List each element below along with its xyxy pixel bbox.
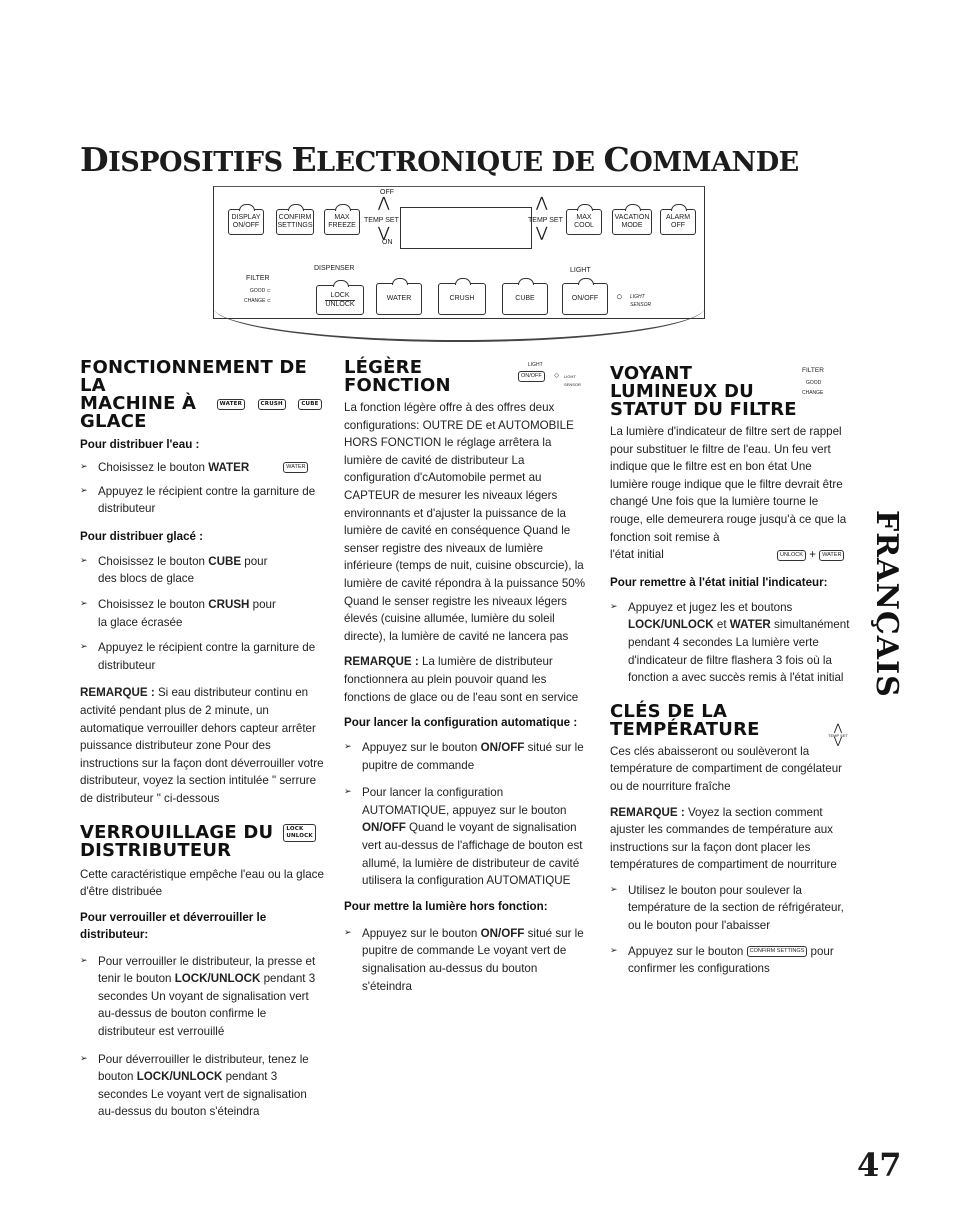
light-label: LIGHT — [570, 267, 591, 274]
on-label: ON — [382, 239, 393, 246]
note-paragraph: REMARQUE : Voyez la section comment ajuster les commandes de température aux instructions sur la façon dont placer les températures de compartiment de nourriture — [610, 805, 837, 872]
change-label: CHANGE ⊂ — [244, 298, 271, 304]
off-label: OFF — [380, 189, 394, 196]
side-language-label: FRANÇAIS — [869, 510, 904, 698]
subheading: Pour distribuer l'eau : — [80, 438, 200, 451]
page-title: DISPOSITIFS ELECTRONIQUE DE COMMANDE — [80, 140, 799, 179]
chevron-up-icon: ⋀ — [378, 195, 390, 211]
confirm-settings-button: CONFIRM SETTINGS — [276, 209, 314, 235]
subheading: Pour lancer la configuration automatique : — [344, 716, 578, 730]
water-icon: WATER — [283, 462, 308, 473]
list-item: ➢ Choisissez le bouton WATER WATER — [80, 459, 325, 477]
lock-unlock-button: LOCK UNLOCK — [316, 285, 364, 315]
dispenser-label: DISPENSER — [314, 265, 355, 272]
light-sensor-icon: ○ — [616, 291, 623, 303]
light-onoff-button: ON/OFF — [562, 283, 608, 315]
section-heading: LÉGÈRE FONCTION — [344, 357, 451, 396]
section-heading: VOYANT LUMINEUX DU STATUT DU FILTRE — [610, 363, 797, 420]
max-freeze-button: MAX FREEZE — [324, 209, 360, 235]
paragraph: La lumière d'indicateur de filtre sert de rappel pour substituer le filtre de l'eau. Un feu vert indique que le filtre est en bon état Une lumière rouge indique que le filtre devrait être changé Une fois que la lumière tourne le rouge, elle demeurera rouge jusqu'à ce que la fonction soit remise à — [610, 425, 847, 544]
paragraph: Ces clés abaisseront ou soulèveront la température de compartiment de congélateur ou de nourriture fraîche — [610, 744, 843, 793]
cube-icon: CUBE — [298, 399, 321, 410]
light-sensor-label: LIGHT SENSOR — [630, 294, 652, 308]
section-heading: FONCTIONNEMENT DE LA MACHINE À WATER CRUSH CUBE GLACE — [80, 359, 325, 431]
list-item: ➢ Appuyez le récipient contre la garniture de distributeur — [80, 483, 325, 518]
paragraph: La fonction légère offre à des offres deux configurations: OUTRE DE et AUTOMOBILE HORS FONCTION le réglage arrêtera la lumière de cavité de distributeur La configuration d'cAutomobile permet au CAPTEUR de mesurer les niveaux légers environnants et d'ajuster la puissance de la lumière de cavité en conséquence Quand le senser registre des niveaux de lumière inférieure (temps de nuit, cuisine obscurcie), la lumière de cavité répondra à la puissance 50% Quand le senser registre les niveaux légers élevés (cuisine allumée, lumière du soleil directe), la lumière de cavité ne lancera pas — [344, 401, 586, 643]
max-cool-button: MAX COOL — [566, 209, 602, 235]
temp-set-right-label: TEMP SET — [528, 217, 563, 224]
list-item: ➢ Choisissez le bouton CRUSH pour la glace écrasée — [80, 596, 278, 631]
chevron-down-icon: ⋁ — [378, 225, 390, 241]
temperature-display — [400, 207, 532, 249]
vacation-mode-button: VACATION MODE — [612, 209, 652, 235]
list-item: ➢ Utilisez le bouton pour soulever la température de la section de réfrigérateur, ou le bouton pour l'abaisser — [610, 882, 850, 935]
cube-button: CUBE — [502, 283, 548, 315]
paragraph: l'état initial UNLOCK + WATER — [610, 546, 850, 564]
note-paragraph: REMARQUE : Si eau distributeur continu en activité pendant plus de 2 minute, un automatique verrouiller dehors capteur arrêter puissance distributeur zone Pour des instructions sur la façon dont déverrouiller votre distributeur, voyez la section intitulée " serrure de distributeur " ci-dessous — [80, 686, 324, 805]
list-item: ➢ Appuyez et jugez les et boutons LOCK/UNLOCK et WATER simultanément pendant 4 secondes La lumière verte d'indicateur de filtre flashera 3 fois où la fonction a avec succès remis à l'état initial — [610, 599, 850, 687]
filter-label: FILTER — [246, 275, 270, 282]
chevron-down-icon: ⋁ — [536, 225, 548, 241]
temp-set-icon: ⋀ TEMP SET ⋁ — [828, 723, 848, 747]
filter-status-section: VOYANT LUMINEUX DU STATUT DU FILTRE FILTER GOOD CHANGE La lumière d'indicateur de filtre sert de rappel pour substituer le filtre de l'eau. Un feu vert indique que le filtre est en bon état Une lumière rouge indique que le filtre devrait être changé Une fois que la lumière tourne le rouge, elle demeurera rouge jusqu'à ce que la fonction soit remise à l'état initial UNLOCK + WATER Pour remettre à l'état initial l'indicateur: ➢ Appuyez et jugez les et boutons LOCK/UNLOCK et WATER simultanément pendant 4 secondes La lumière verte d'indicateur de filtre flashera 3 fois où la fonction a avec succès remis à l'état initial CLÉS DE LA TEMPÉRATURE ⋀ TEMP SET ⋁ Ces clés abaisseront ou soulèveront la température de compartiment de congélateur ou de nourriture fraîche REMARQUE : Voyez la section comment ajuster les commandes de température aux instructions sur la façon dont placer les températures de compartiment de nourriture ➢ Utilisez le bouton pour soulever la température de la section de réfrigérateur, ou le bouton pour l'abaisser ➢ Appuyez sur le bouton CONFIRM SETTINGS pour confirmer les configurations — [610, 365, 850, 978]
lock-unlock-icon: LOCK UNLOCK — [283, 824, 316, 842]
list-item: ➢ Pour lancer la configuration AUTOMATIQUE, appuyez sur le bouton ON/OFF Quand le voyant de signalisation vert au-dessus de l'affichage de bouton est allumé, la lumière de distributeur de cavité utilisera la configuration AUTOMATIQUE — [344, 784, 588, 890]
temp-set-left-label: TEMP SET — [364, 217, 399, 224]
section-heading: VERROUILLAGE DU LOCK UNLOCK DISTRIBUTEUR — [80, 824, 325, 860]
subheading: Pour verrouiller et déverrouiller le distributeur: — [80, 910, 267, 941]
water-icon: WATER — [217, 399, 245, 410]
list-item: ➢ Pour déverrouiller le distributeur, tenez le bouton LOCK/UNLOCK pendant 3 secondes Le voyant vert de signalisation au-dessus du bouton s'éteindra — [80, 1051, 325, 1121]
subheading: Pour distribuer glacé : — [80, 529, 204, 543]
confirm-settings-icon: CONFIRM SETTINGS — [747, 946, 808, 957]
display-onoff-button: DISPLAY ON/OFF — [228, 209, 264, 235]
list-item: ➢ Appuyez sur le bouton ON/OFF situé sur le pupitre de commande Le voyant vert de signalisation au-dessus du bouton s'éteindra — [344, 925, 588, 995]
subheading: Pour mettre la lumière hors fonction: — [344, 899, 548, 913]
water-button: WATER — [376, 283, 422, 315]
subheading: Pour remettre à l'état initial l'indicateur: — [610, 575, 828, 589]
page-number: 47 — [857, 1146, 902, 1184]
list-item: ➢ Appuyez sur le bouton CONFIRM SETTINGS pour confirmer les configurations — [610, 943, 850, 978]
alarm-off-button: ALARM OFF — [660, 209, 696, 235]
list-item: ➢ Choisissez le bouton CUBE pour des blocs de glace — [80, 553, 278, 588]
list-item: ➢ Pour verrouiller le distributeur, la presse et tenir le bouton LOCK/UNLOCK pendant 3 secondes Un voyant de signalisation vert au-dessus de bouton confirme le distributeur est verrouillé — [80, 953, 325, 1041]
light-function-section: LÉGÈRE FONCTION LIGHT ON/OFF ○ LIGHT SENSOR La fonction légère offre à des offres deux configurations: OUTRE DE et AUTOMOBILE HORS FONCTION le réglage arrêtera la lumière de cavité de distributeur La configuration d'cAutomobile permet au CAPTEUR de mesurer les niveaux légers environnants et d'ajuster la puissance de la lumière de cavité en conséquence Quand le senser registre des niveaux de lumière inférieure (temps de nuit, cuisine obscurcie), la lumière de cavité répondra à la puissance 50% Quand le senser registre les niveaux légers élevés (cuisine allumée, lumière du soleil directe), la lumière de cavité ne lancera pas REMARQUE : La lumière de distributeur fonctionnera au plein pouvoir quand les fonctions de glace ou de l'eau sont en service Pour lancer la configuration automatique : ➢ Appuyez sur le bouton ON/OFF situé sur le pupitre de commande ➢ Pour lancer la configuration AUTOMATIQUE, appuyez sur le bouton ON/OFF Quand le voyant de signalisation vert au-dessus de l'affichage de bouton est allumé, la lumière de distributeur de cavité utilisera la configuration AUTOMATIQUE Pour mettre la lumière hors fonction: ➢ Appuyez sur le bouton ON/OFF situé sur le pupitre de commande Le voyant vert de signalisation au-dessus du bouton s'éteindra — [344, 359, 588, 995]
lock-unlock-plus-water-icon: UNLOCK + WATER — [777, 548, 844, 561]
list-item: ➢ Appuyez sur le bouton ON/OFF situé sur le pupitre de commande — [344, 739, 588, 774]
good-label: GOOD ⊂ — [250, 288, 271, 294]
panel-curve — [213, 300, 705, 342]
ice-machine-section — [80, 359, 325, 1121]
paragraph: Cette caractéristique empêche l'eau ou la glace d'être distribuée — [80, 867, 324, 899]
note-paragraph: REMARQUE : La lumière de distributeur fonctionnera au plein pouvoir quand les fonctions de glace ou de l'eau sont en service — [344, 655, 579, 704]
chevron-up-icon: ⋀ — [536, 195, 548, 211]
crush-button: CRUSH — [438, 283, 486, 315]
section-heading: CLÉS DE LA TEMPÉRATURE — [610, 700, 760, 740]
list-item: ➢ Appuyez le récipient contre la garniture de distributeur — [80, 639, 325, 674]
crush-icon: CRUSH — [258, 399, 286, 410]
